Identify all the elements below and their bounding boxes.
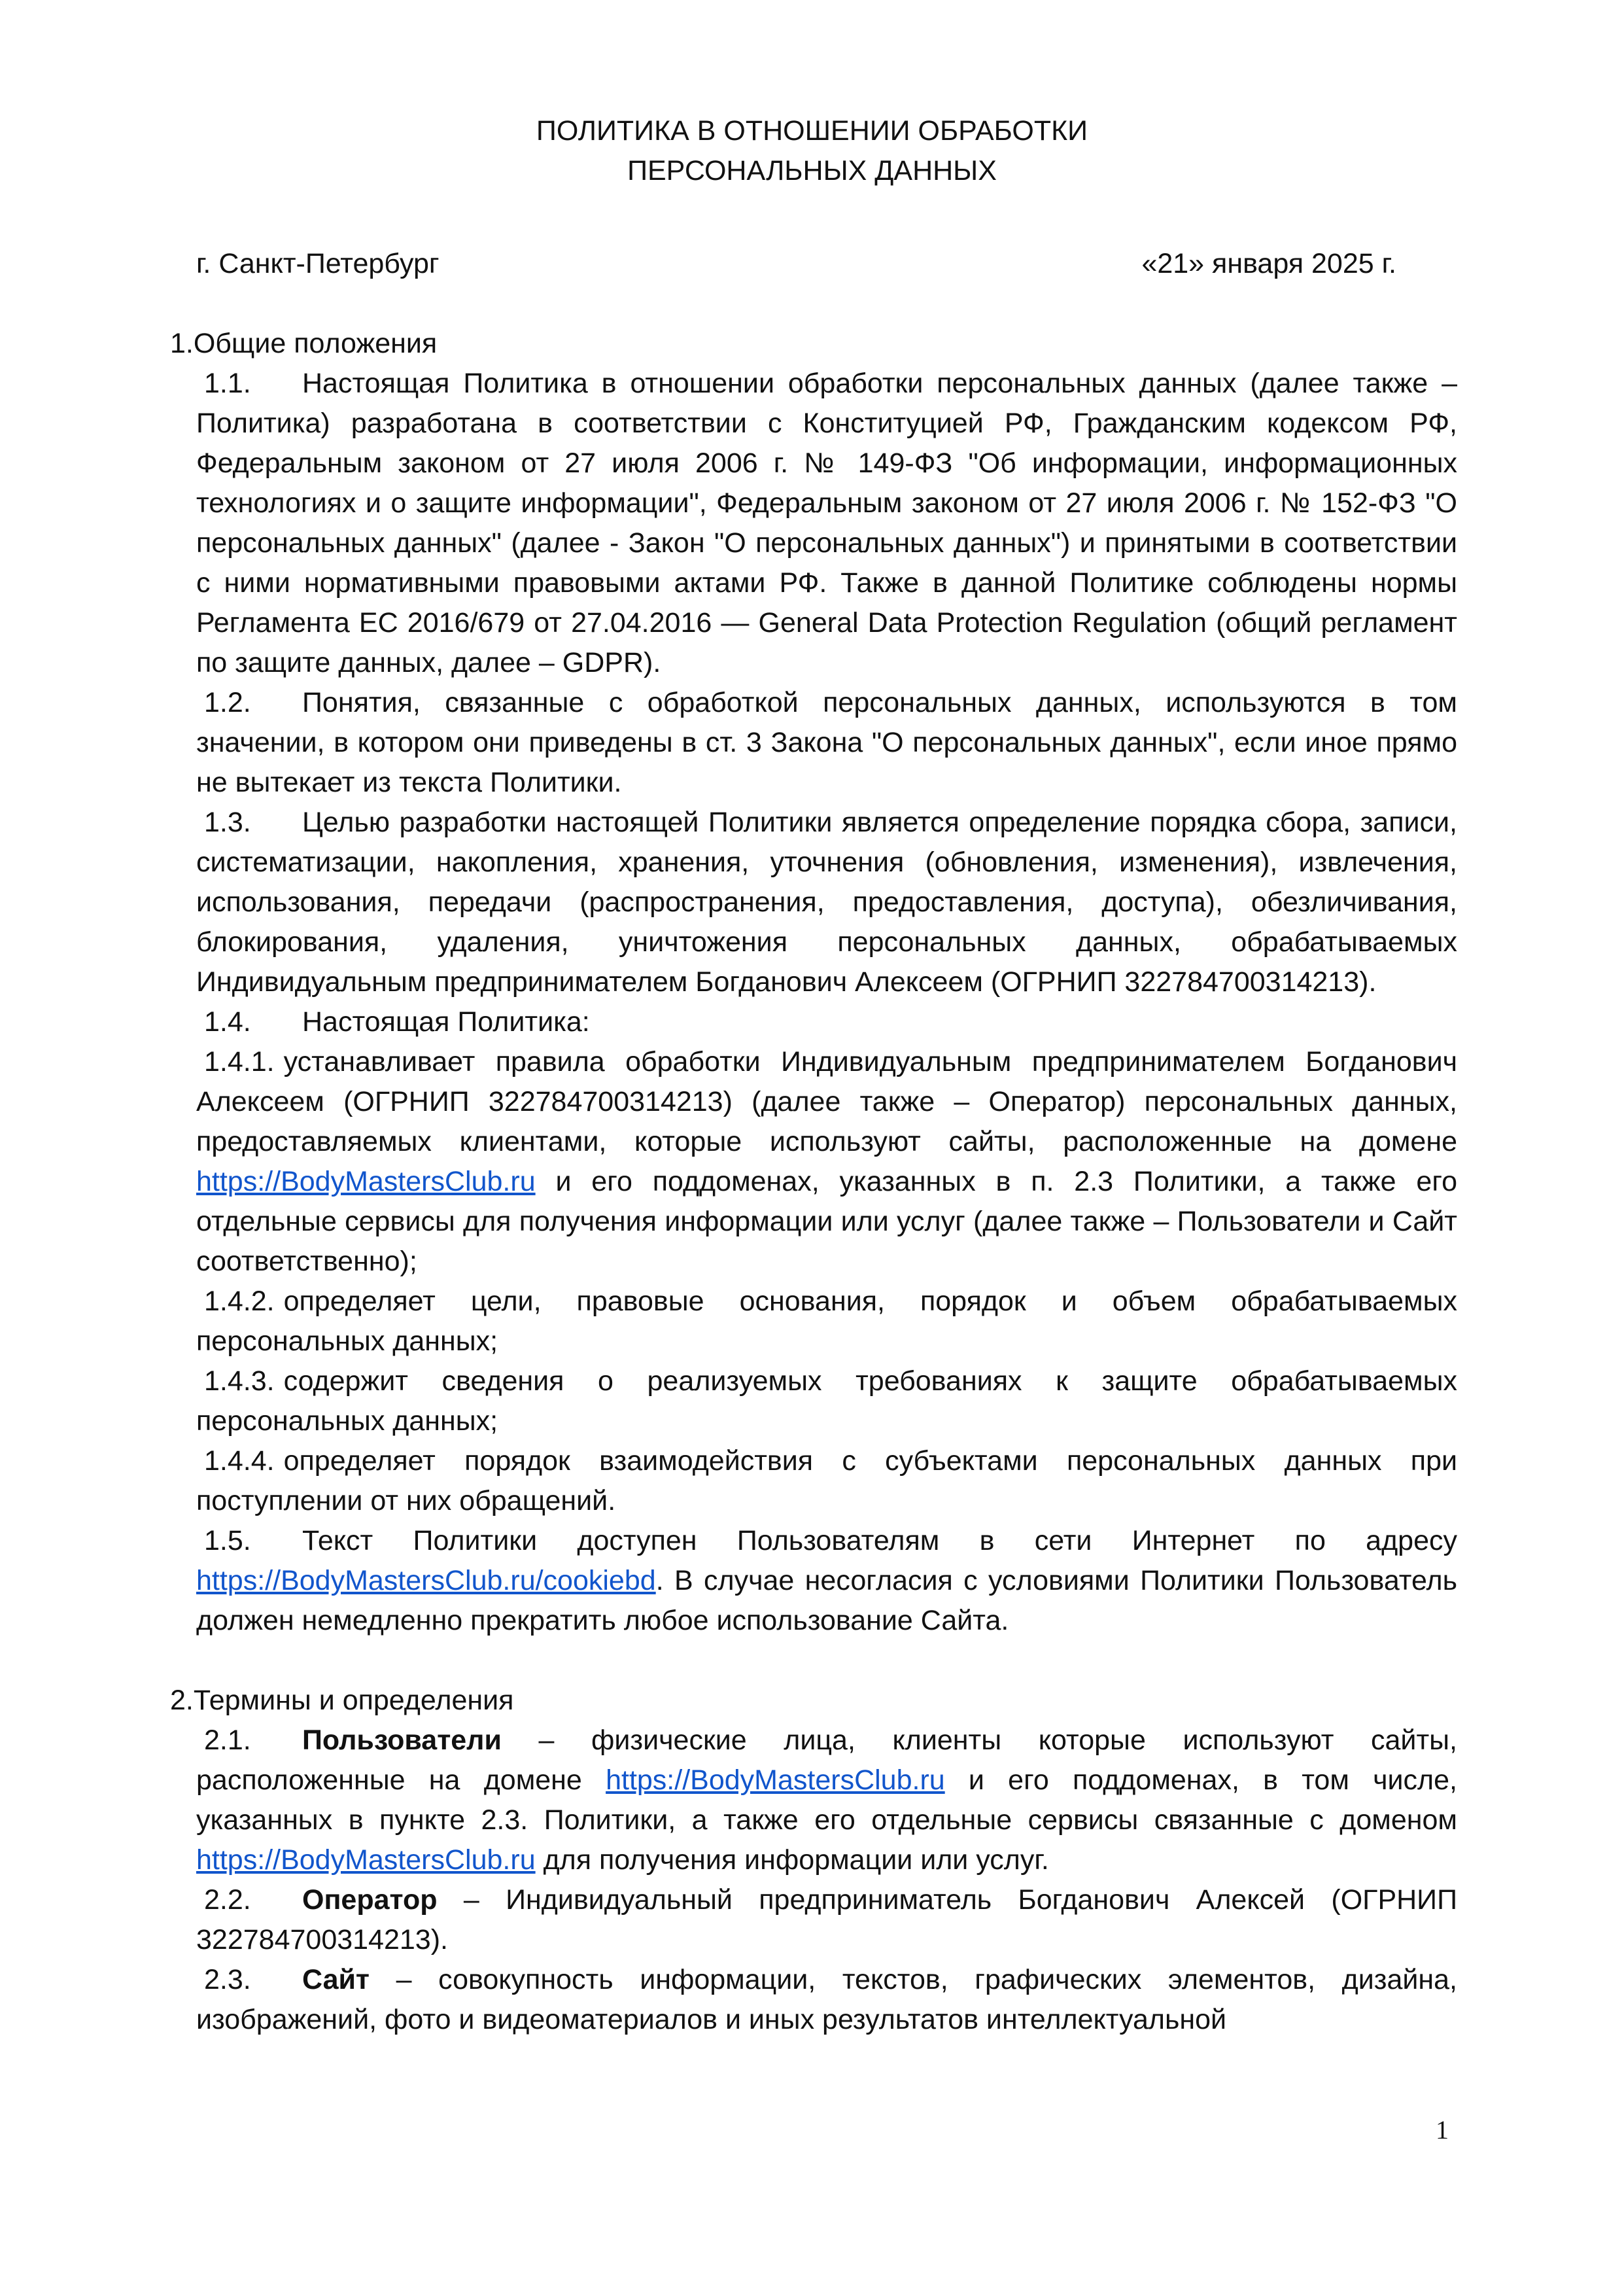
paragraph-2-2 (196, 1880, 1457, 1960)
paragraph-text: содержит сведения о реализуемых требованиях к защите обрабатываемых персональных данных; (196, 1365, 1457, 1437)
paragraph-text: – физические лица, клиенты которые используют сайты, расположенные на домене (196, 1725, 1458, 1796)
paragraph-number: 1.3. (204, 807, 251, 838)
site-link-2[interactable]: https://BodyMastersClub.ru (196, 1844, 536, 1876)
site-link[interactable]: https://BodyMastersClub.ru (606, 1764, 945, 1796)
paragraph-number: 1.4.2. (204, 1286, 275, 1317)
paragraph-1-4-3 (196, 1361, 1457, 1441)
paragraph-text: Понятия, связанные с обработкой персональных данных, используются в том значении, в котором они приведены в ст. 3 Закона "О персональных данных", если иное прямо не вытекает из текста Политики. (196, 687, 1457, 798)
paragraph-number: 1.4. (204, 1006, 251, 1038)
section-gap (196, 1641, 1457, 1681)
document-date: «21» января 2025 г. (1141, 248, 1396, 279)
paragraph-text: устанавливает правила обработки Индивидуальным предпринимателем Богданович Алексеем (ОГРНИП 322784700314213) (далее также – Оператор) персональных данных, предоставляемых клиентами, которые используют сайты, расположенные на домене (196, 1046, 1457, 1157)
paragraph-1-1 (196, 364, 1457, 683)
paragraph-text: Настоящая Политика в отношении обработки персональных данных (далее также – Политика) разработана в соответствии с Конституцией РФ, Гражданским кодексом РФ, Федеральным законом от 27 июля 2006 г. № 149-ФЗ "Об информации, информационных технологиях и о защите информации", Федеральным законом от 27 июля 2006 г. № 152-ФЗ "О персональных данных" (далее - Закон "О персональных данных") и принятыми в соответствии с ними нормативными правовыми актами РФ. Также в данной Политике соблюдены нормы Регламента ЕС 2016/679 от 27.04.2016 — General Data Protection Regulation (общий регламент по защите данных, далее – GDPR). (196, 368, 1457, 678)
paragraph-number: 2.2. (204, 1884, 251, 1916)
paragraph-text-cont: и его поддоменах, в том числе, указанных в пункте 2.3. Политики, а также его отдельные сервисы связанные с доменом (196, 1764, 1457, 1836)
paragraph-number: 1.4.1. (204, 1046, 275, 1077)
section-heading-2: 2.Термины и определения (170, 1685, 514, 1716)
paragraph-number: 1.4.4. (204, 1445, 275, 1477)
paragraph-text: – Индивидуальный предприниматель Богданович Алексей (ОГРНИП 322784700314213). (196, 1884, 1457, 1955)
title-line-1: ПОЛИТИКА В ОТНОШЕНИИ ОБРАБОТКИ (536, 115, 1088, 147)
paragraph-1-4 (196, 1002, 1457, 1042)
paragraph-2-1 (196, 1721, 1457, 1880)
paragraph-1-3 (196, 803, 1457, 1002)
place-date-line (196, 244, 1396, 284)
document-title (0, 111, 1624, 191)
paragraph-text: – совокупность информации, текстов, графических элементов, дизайна, изображений, фото и видеоматериалов и иных результатов интеллектуальной (196, 1964, 1458, 2035)
term: Сайт (302, 1964, 370, 1995)
paragraph-text-cont: и его поддоменах, указанных в п. 2.3 Политики, а также его отдельные сервисы для получения информации или услуг (далее также – Пользователи и Сайт соответственно); (196, 1166, 1457, 1277)
paragraph-number: 1.2. (204, 687, 251, 718)
paragraph-1-5 (196, 1521, 1457, 1641)
site-link[interactable]: https://BodyMastersClub.ru (196, 1166, 536, 1197)
paragraph-text: определяет цели, правовые основания, порядок и объем обрабатываемых персональных данных; (196, 1286, 1457, 1357)
paragraph-number: 1.1. (204, 368, 251, 399)
title-line-2: ПЕРСОНАЛЬНЫХ ДАННЫХ (627, 155, 997, 186)
policy-link[interactable]: https://BodyMastersClub.ru/cookiebd (196, 1565, 656, 1596)
city: г. Санкт-Петербург (196, 248, 440, 279)
paragraph-number: 1.5. (204, 1525, 251, 1556)
paragraph-1-4-1 (196, 1042, 1457, 1282)
term: Пользователи (302, 1725, 502, 1756)
paragraph-text: определяет порядок взаимодействия с субъектами персональных данных при поступлении от них обращений. (196, 1445, 1457, 1516)
paragraph-number: 2.3. (204, 1964, 251, 1995)
term: Оператор (302, 1884, 438, 1916)
paragraph-number: 2.1. (204, 1725, 251, 1756)
paragraph-1-4-4 (196, 1441, 1457, 1521)
paragraph-text: Целью разработки настоящей Политики является определение порядка сбора, записи, систематизации, накопления, хранения, уточнения (обновления, изменения), извлечения, использования, передачи (распространения, предоставления, доступа), обезличивания, блокирования, удаления, уничтожения персональных данных, обрабатываемых Индивидуальным предпринимателем Богданович Алексеем (ОГРНИП 322784700314213). (196, 807, 1457, 998)
document-body (170, 324, 1458, 2040)
paragraph-text: Настоящая Политика: (302, 1006, 590, 1038)
paragraph-1-2 (196, 683, 1457, 803)
paragraph-1-4-2 (196, 1282, 1457, 1361)
paragraph-number: 1.4.3. (204, 1365, 275, 1397)
paragraph-text-cont: . В случае несогласия с условиями Политики Пользователь должен немедленно прекратить любое использование Сайта. (196, 1565, 1457, 1636)
section-heading-1: 1.Общие положения (170, 328, 438, 359)
paragraph-2-3 (196, 1960, 1457, 2040)
paragraph-text: Текст Политики доступен Пользователям в сети Интернет по адресу (302, 1525, 1457, 1556)
paragraph-text-end: для получения информации или услуг. (543, 1844, 1049, 1876)
page-number: 1 (1436, 2115, 1449, 2145)
